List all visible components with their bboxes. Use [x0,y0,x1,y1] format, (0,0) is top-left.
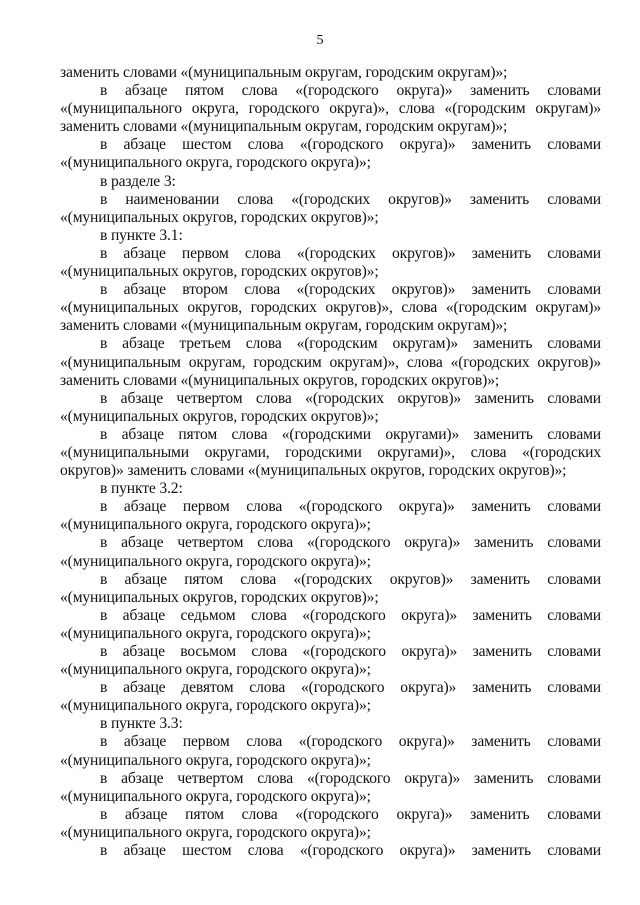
paragraph: в абзаце четвертом слова «(городского округа)» заменить словами «(муниципального округа, городского округа)»; [60,534,601,570]
paragraph: в абзаце первом слова «(городских округов)» заменить словами «(муниципальных округов, городских округов)»; [60,244,601,281]
paragraph: в наименовании слова «(городских округов)» заменить словами «(муниципальных округов, городских округов)»; [60,190,601,226]
paragraph: в абзаце пятом слова «(городских округов)» заменить словами «(муниципальных округов, городских округов)»; [60,570,601,606]
subsection-heading: в пункте 3.1: [100,226,183,244]
paragraph: в абзаце девятом слова «(городского округа)» заменить словами «(муниципального округа, городского округа)»; [60,679,601,715]
paragraph: в абзаце восьмом слова «(городского округа)» заменить словами «(муниципального округа, городского округа)»; [60,643,601,679]
paragraph: в абзаце четвертом слова «(городских округов)» заменить словами «(муниципальных округов, городских округов)»; [60,389,601,425]
paragraph: заменить словами «(муниципальным округам, городским округам)»; [60,64,508,81]
document-body [60,64,601,860]
paragraph: в абзаце седьмом слова «(городского округа)» заменить словами «(муниципального округа, городского округа)»; [60,606,601,642]
paragraph: в абзаце пятом слова «(городскими округами)» заменить словами «(муниципальными округами, городскими округами)», слова «(городских округов)» заменить словами «(муниципальных округов, городских округов)»; [60,425,601,480]
paragraph: в абзаце шестом слова «(городского округа)» заменить словами «(муниципального округа, городского округа)»; [60,136,601,172]
subsection-heading: в пункте 3.3: [100,715,183,733]
paragraph: в абзаце третьем слова «(городским округам)» заменить словами «(муниципальным округам, городским округам)», слова «(городских округов)» заменить словами «(муниципальных округов, городских округов)»; [60,335,601,389]
paragraph: в абзаце четвертом слова «(городского округа)» заменить словами «(муниципального округа, городского округа)»; [60,769,601,805]
paragraph: в абзаце пятом слова «(городского округа)» заменить словами «(муниципального округа, городского округа)»; [60,805,601,841]
paragraph: в абзаце пятом слова «(городского округа)» заменить словами «(муниципального округа, городского округа)», слова «(городским округам)» заменить словами «(муниципальным округам, городским округам)»; [60,82,601,136]
paragraph: в абзаце первом слова «(городского округа)» заменить словами «(муниципального округа, городского округа)»; [60,733,601,769]
paragraph-continued: в абзаце шестом слова «(городского округа)» заменить словами [100,842,601,860]
section-heading: в разделе 3: [100,172,176,190]
paragraph: в абзаце первом слова «(городского округа)» заменить словами «(муниципального округа, городского округа)»; [60,498,601,534]
page-number: 5 [316,33,324,48]
paragraph: в абзаце втором слова «(городских округов)» заменить словами «(муниципальных округов, городских округов)», слова «(городским округам)» заменить словами «(муниципальным округам, городским округам)»; [60,281,601,335]
subsection-heading: в пункте 3.2: [100,480,183,498]
